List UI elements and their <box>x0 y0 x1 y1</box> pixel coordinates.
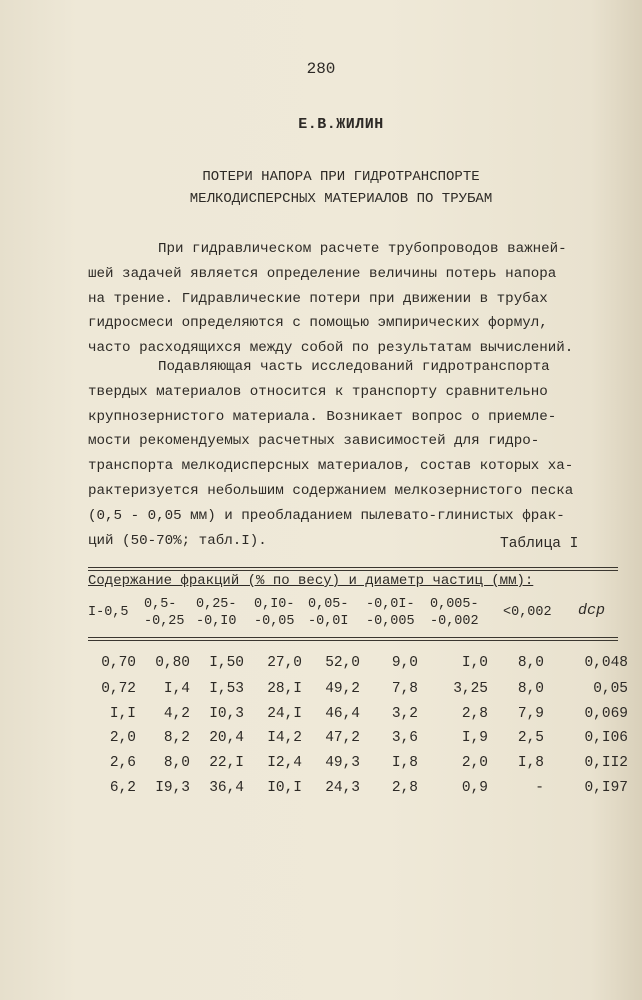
table-cell: 2,6 <box>109 755 136 771</box>
table-cell: 2,8 <box>461 706 488 722</box>
table-cell: I0,3 <box>209 706 244 722</box>
table-cell: 8,0 <box>517 681 544 697</box>
column-header <box>503 604 552 621</box>
column-header-top: I-0,5 <box>88 605 129 620</box>
table-cell: I0,I <box>267 780 302 796</box>
column-header-bottom: -0,005 <box>366 614 415 629</box>
article-title <box>0 166 642 210</box>
table-cell: 0,05 <box>593 681 628 697</box>
paragraph-line: шей задачей является определение величины потерь напора <box>88 265 557 282</box>
column-header-bottom: -0,I0 <box>196 614 237 629</box>
table-cell: 49,3 <box>325 755 360 771</box>
table-cell: 22,I <box>209 755 244 771</box>
table-cell: 3,2 <box>391 706 418 722</box>
table-cell: 3,25 <box>453 681 488 697</box>
table-cell: 0,048 <box>584 655 628 671</box>
paragraph-line: (0,5 - 0,05 мм) и преобладанием пылевато-глинистых фрак- <box>88 507 565 524</box>
table-cell: I2,4 <box>267 755 302 771</box>
table-cell: 8,2 <box>163 730 190 746</box>
column-header-top: <0,002 <box>503 605 552 620</box>
column-header-top: -0,0I- <box>366 597 415 612</box>
table-cell: 2,0 <box>109 730 136 746</box>
table-cell: 0,I97 <box>584 780 628 796</box>
table-cell: 4,2 <box>163 706 190 722</box>
table-caption: Таблица I <box>500 536 579 552</box>
table-cell: 8,0 <box>517 655 544 671</box>
table-cell: 36,4 <box>209 780 244 796</box>
paragraph-line: гидросмеси определяются с помощью эмпирических формул, <box>88 315 548 332</box>
paragraph-line: на трение. Гидравлические потери при движении в трубах <box>88 290 548 307</box>
table-cell: I,53 <box>209 681 244 697</box>
paragraph-line: Подавляющая часть исследований гидротранспорта <box>158 359 550 375</box>
table-cell: 2,5 <box>517 730 544 746</box>
column-header-bottom: -0,002 <box>430 614 479 629</box>
table-cell: 0,9 <box>461 780 488 796</box>
paragraph-line: твердых материалов относится к транспорту сравнительно <box>88 383 548 400</box>
column-header-top: 0,005- <box>430 597 479 612</box>
table-cell: 6,2 <box>109 780 136 796</box>
table-cell: 20,4 <box>209 730 244 746</box>
column-header-top: 0,25- <box>196 597 237 612</box>
paragraph-2 <box>88 355 618 553</box>
column-header <box>144 596 185 630</box>
table-cell: I,4 <box>163 681 190 697</box>
table-rule <box>88 570 618 571</box>
table-rule <box>88 567 618 568</box>
column-header-top: 0,05- <box>308 597 349 612</box>
title-line-1: ПОТЕРИ НАПОРА ПРИ ГИДРОТРАНСПОРТЕ <box>202 169 480 185</box>
table-cell: I9,3 <box>155 780 190 796</box>
author-name: Е.В.ЖИЛИН <box>298 116 384 133</box>
table-cell: - <box>535 780 544 796</box>
table-cell: I4,2 <box>267 730 302 746</box>
table-cell: 7,8 <box>391 681 418 697</box>
table-cell: 0,80 <box>155 655 190 671</box>
paragraph-1 <box>88 237 618 361</box>
column-header <box>196 596 237 630</box>
table-cell: 0,II2 <box>584 755 628 771</box>
paragraph-line: При гидравлическом расчете трубопроводов важней- <box>158 241 567 257</box>
column-header-top: 0,I0- <box>254 597 295 612</box>
table-cell: 9,0 <box>391 655 418 671</box>
title-line-2: МЕЛКОДИСПЕРСНЫХ МАТЕРИАЛОВ ПО ТРУБАМ <box>189 191 493 207</box>
table-cell: 52,0 <box>325 655 360 671</box>
paragraph-line: часто расходящихся между собой по результатам вычислений. <box>88 340 574 357</box>
table-header-title: Содержание фракций (% по весу) и диаметр частиц (мм): <box>88 573 534 589</box>
table-cell: 0,I06 <box>584 730 628 746</box>
column-header <box>578 602 605 619</box>
column-header <box>88 604 129 621</box>
column-header-bottom: -0,05 <box>254 614 295 629</box>
column-header-bottom: -0,0I <box>308 614 349 629</box>
paragraph-line: рактеризуется небольшим содержанием мелкозернистого песка <box>88 482 574 499</box>
column-header <box>308 596 349 630</box>
table-cell: 2,0 <box>461 755 488 771</box>
table-cell: 3,6 <box>391 730 418 746</box>
table-cell: 47,2 <box>325 730 360 746</box>
table-cell: 46,4 <box>325 706 360 722</box>
table-cell: 0,72 <box>101 681 136 697</box>
column-header <box>366 596 415 630</box>
paragraph-line: крупнозернистого материала. Возникает вопрос о приемле- <box>88 408 557 425</box>
table-cell: 0,70 <box>101 655 136 671</box>
column-header-top: dср <box>578 602 606 619</box>
table-cell: 49,2 <box>325 681 360 697</box>
table-cell: I,9 <box>461 730 488 746</box>
table-cell: 27,0 <box>267 655 302 671</box>
column-header <box>254 596 295 630</box>
page-number: 280 <box>306 60 336 78</box>
table-cell: I,8 <box>517 755 544 771</box>
paragraph-line: мости рекомендуемых расчетных зависимостей для гидро- <box>88 433 540 450</box>
table-cell: 24,3 <box>325 780 360 796</box>
table-rule <box>88 637 618 638</box>
column-header <box>430 596 479 630</box>
table-cell: 0,069 <box>584 706 628 722</box>
table-cell: 2,8 <box>391 780 418 796</box>
table-rule <box>88 640 618 641</box>
table-cell: 7,9 <box>517 706 544 722</box>
table-cell: I,I <box>109 706 136 722</box>
column-header-top: 0,5- <box>144 597 177 612</box>
table-cell: I,50 <box>209 655 244 671</box>
paragraph-line: транспорта мелкодисперсных материалов, состав которых ха- <box>88 458 574 475</box>
table-cell: I,8 <box>391 755 418 771</box>
table-cell: 24,I <box>267 706 302 722</box>
column-header-bottom: -0,25 <box>144 614 185 629</box>
table-cell: 28,I <box>267 681 302 697</box>
paragraph-line: ций (50-70%; табл.I). <box>88 532 267 549</box>
table-cell: I,0 <box>461 655 488 671</box>
table-cell: 8,0 <box>163 755 190 771</box>
